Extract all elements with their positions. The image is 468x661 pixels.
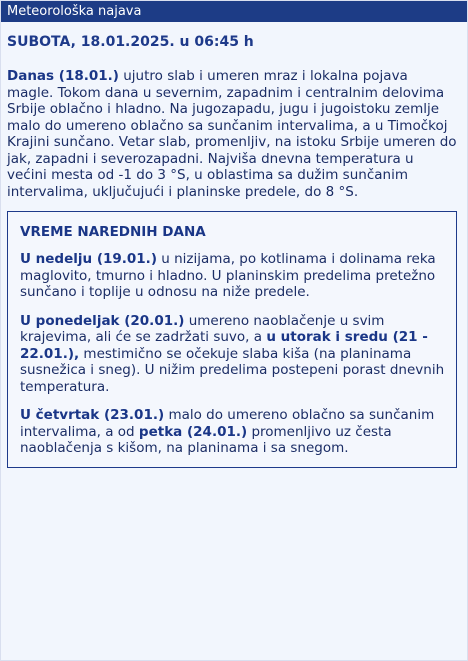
friday-lead: petka (24.01.) (138, 423, 248, 440)
outlook-box (7, 211, 457, 468)
outlook-title: VREME NAREDNIH DANA (20, 224, 206, 240)
issue-date: SUBOTA, 18.01.2025. u 06:45 h (7, 34, 254, 50)
today-text: ujutro slab i umeren mraz i lokalna pojava magle. Tokom dana u severnim, zapadnim i centralnim delovima Srbije oblačno i hladno. Na jugozapadu, jugu i jugoistoku zemlje malo do umereno oblačno sa sunčanim intervalima, a u Timočkoj Krajini sunčano. Vetar slab, promenljiv, na istoku Srbije umeren do jak, zapadni i severozapadni. Najviša dnevna temperatura u većini mesta od -1 do 3 °S, u oblastima sa dužim sunčanim intervalima, uključujući i planinske predele, do 8 °S. (7, 68, 457, 200)
outlook-monday-wednesday (20, 313, 446, 396)
outlook-sunday (20, 251, 446, 301)
monday-lead: U ponedeljak (20.01.) (20, 312, 185, 329)
today-lead: Danas (18.01.) (7, 68, 119, 84)
monday-text: umereno naoblačenje u svim krajevima, ali će se zadržati suvo, a (20, 312, 385, 345)
friday-text: promenljivo uz česta naoblačenja s kišom, na planinama i sa snegom. (20, 423, 392, 456)
panel-title: Meteorološka najava (7, 4, 142, 19)
sunday-lead: U nedelju (19.01.) (20, 251, 157, 267)
tuesday-wednesday-lead: u utorak i sredu (21 - 22.01.), (20, 329, 428, 362)
sunday-text: u nizijama, po kotlinama i dolinama reka maglovito, tmurno i hladno. U planinskim predelima pretežno sunčano i toplije u odnosu na niže predele. (20, 251, 436, 300)
outlook-thursday-friday (20, 407, 446, 457)
thursday-lead: U četvrtak (23.01.) (20, 407, 165, 423)
today-forecast (7, 68, 457, 200)
panel-header (1, 1, 467, 22)
tuesday-wednesday-text: mestimično se očekuje slaba kiša (na planinama susnežica i sneg). U nižim predelima postepeni porast dnevnih temperatura. (20, 345, 445, 395)
thursday-text: malo do umereno oblačno sa sunčanim intervalima, a od (20, 407, 435, 440)
